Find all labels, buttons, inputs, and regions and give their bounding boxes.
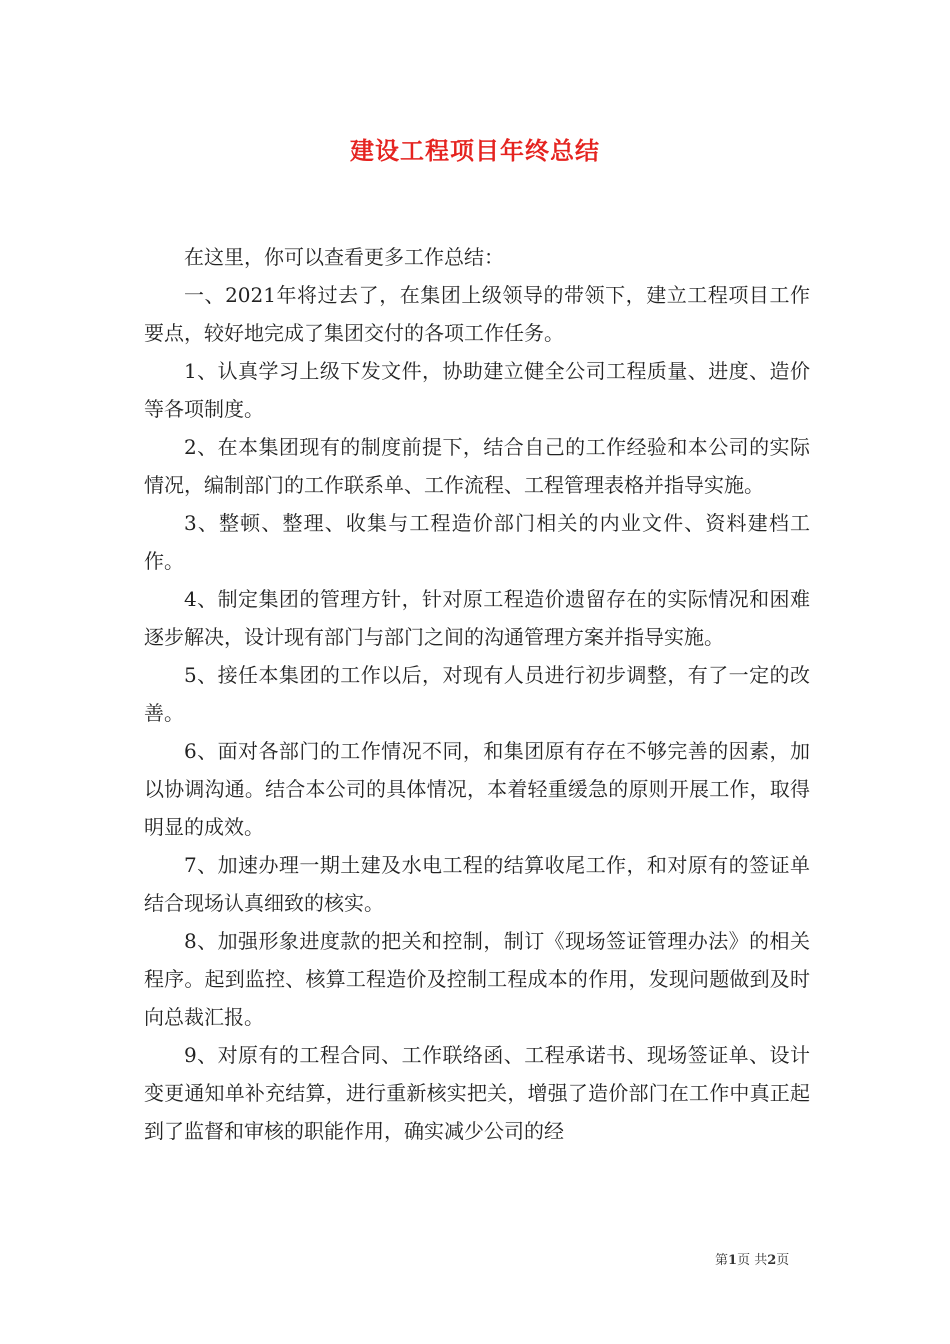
paragraph: 5、接任本集团的工作以后，对现有人员进行初步调整，有了一定的改善。 xyxy=(144,663,810,725)
paragraph: 9、对原有的工程合同、工作联络函、工程承诺书、现场签证单、设计变更通知单补充结算，进行重新核实把关，增强了造价部门在工作中真正起到了监督和审核的职能作用，确实减少公司的经 xyxy=(144,1043,810,1143)
current-page-number: 1 xyxy=(728,1253,738,1268)
paragraph: 2、在本集团现有的制度前提下，结合自己的工作经验和本公司的实际情况，编制部门的工作联系单、工作流程、工程管理表格并指导实施。 xyxy=(144,435,810,497)
paragraph: 3、整顿、整理、收集与工程造价部门相关的内业文件、资料建档工作。 xyxy=(144,511,810,573)
paragraph: 在这里，你可以查看更多工作总结： xyxy=(184,245,504,269)
paragraph: 一、2021年将过去了，在集团上级领导的带领下，建立工程项目工作要点，较好地完成了集团交付的各项工作任务。 xyxy=(144,283,810,345)
footer-suffix: 页 xyxy=(776,1253,790,1268)
paragraph: 4、制定集团的管理方针，针对原工程造价遗留存在的实际情况和困难逐步解决，设计现有部门与部门之间的沟通管理方案并指导实施。 xyxy=(144,587,810,649)
footer-prefix: 第 xyxy=(715,1253,729,1268)
paragraph: 1、认真学习上级下发文件，协助建立健全公司工程质量、进度、造价等各项制度。 xyxy=(144,359,810,421)
page-number-footer xyxy=(715,1249,815,1268)
total-pages-number: 2 xyxy=(767,1253,777,1268)
paragraph: 7、加速办理一期土建及水电工程的结算收尾工作，和对原有的签证单结合现场认真细致的核实。 xyxy=(144,853,810,915)
paragraph: 6、面对各部门的工作情况不同，和集团原有存在不够完善的因素，加以协调沟通。结合本公司的具体情况，本着轻重缓急的原则开展工作，取得明显的成效。 xyxy=(144,739,810,839)
document-body xyxy=(144,238,810,1150)
document-title: 建设工程项目年终总结 xyxy=(350,136,600,165)
footer-middle: 页 共 xyxy=(737,1253,768,1268)
paragraph: 8、加强形象进度款的把关和控制，制订《现场签证管理办法》的相关程序。起到监控、核算工程造价及控制工程成本的作用，发现问题做到及时向总裁汇报。 xyxy=(144,929,810,1029)
